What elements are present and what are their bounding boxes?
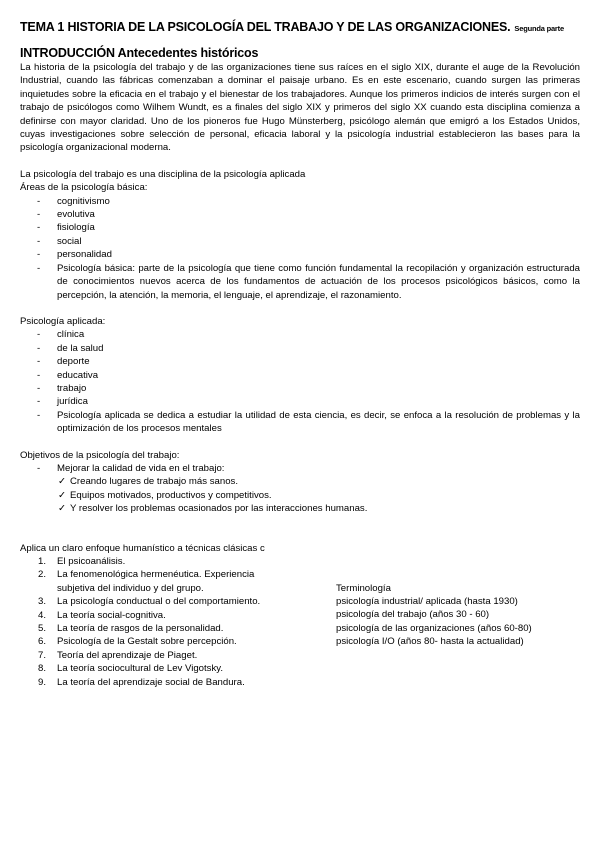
list-item: - cognitivismo [20, 195, 580, 208]
list-item: - clínica [20, 328, 580, 341]
list-item: 3. La psicología conductual o del comportamiento. [38, 596, 261, 608]
list-item: - Psicología aplicada se dedica a estudiar la utilidad de esta ciencia, es decir, se enfoca a la resolución de problemas y la optimización de los procesos mentales [20, 409, 580, 436]
humanistic-section [20, 542, 580, 689]
document-title [20, 20, 580, 34]
list-item: - deporte [20, 355, 580, 368]
check-icon: ✓ [58, 489, 67, 501]
list-item: 9. La teoría del aprendizaje social de Bandura. [38, 676, 245, 688]
checklist-item: ✓ Y resolver los problemas ocasionados por las interacciones humanas. [58, 503, 368, 515]
list-item: - de la salud [20, 342, 580, 355]
terminology-item: psicología I/O (años 80- hasta la actualidad) [336, 636, 524, 648]
list-item: 6. Psicología de la Gestalt sobre percepción. [38, 636, 237, 648]
list-item: - Mejorar la calidad de vida en el trabajo: [20, 462, 580, 475]
objectives-list [20, 462, 580, 475]
list-item: 5. La teoría de rasgos de la personalidad. [38, 623, 224, 635]
list-item: - Psicología básica: parte de la psicología que tiene como función fundamental la recopilación y organización estructurada de conocimientos nuevos acerca de los fundamentos de actuación de los procesos psicológicos básicos, como la percepción, la atención, la memoria, el lenguaje, el aprendizaje, el razonamiento. [20, 262, 580, 302]
basic-areas-label: Áreas de la psicología básica: [20, 182, 148, 194]
title-main: TEMA 1 HISTORIA DE LA PSICOLOGÍA DEL TRABAJO Y DE LAS ORGANIZACIONES. [20, 20, 511, 34]
terminology-block [336, 582, 532, 649]
intro-heading: INTRODUCCIÓN Antecedentes históricos [20, 46, 259, 60]
list-item: - evolutiva [20, 208, 580, 221]
list-item: 2. La fenomenológica hermenéutica. Experiencia subjetiva del individuo y del grupo. [38, 569, 255, 594]
applied-label: Psicología aplicada: [20, 315, 106, 327]
check-icon: ✓ [58, 503, 67, 515]
objectives-checklist [20, 475, 580, 515]
checklist-item: ✓ Equipos motivados, productivos y competitivos. [58, 489, 272, 501]
list-item: - social [20, 235, 580, 248]
checklist-item: ✓ Creando lugares de trabajo más sanos. [58, 476, 238, 488]
terminology-item: psicología de las organizaciones (años 60-80) [336, 622, 532, 634]
objectives-label: Objetivos de la psicología del trabajo: [20, 449, 180, 461]
terminology-item: psicología del trabajo (años 30 - 60) [336, 609, 490, 621]
humanistic-intro: Aplica un claro enfoque humanístico a técnicas clásicas c [20, 542, 265, 554]
document-page [20, 20, 580, 689]
list-item: 7. Teoría del aprendizaje de Piaget. [38, 649, 198, 661]
list-item: - fisiología [20, 221, 580, 234]
list-item: - trabajo [20, 382, 580, 395]
list-item: 8. La teoría sociocultural de Lev Vigotsky. [38, 663, 224, 675]
terminology-heading: Terminología [336, 582, 391, 594]
basic-areas-list [20, 195, 580, 302]
terminology-item: psicología industrial/ aplicada (hasta 1930) [336, 596, 518, 607]
title-subtitle: Segunda parte [514, 24, 564, 33]
check-icon: ✓ [58, 476, 67, 488]
humanistic-list [20, 555, 275, 689]
list-item: 1. El psicoanálisis. [38, 556, 126, 567]
list-item: 4. La teoría social-cognitiva. [38, 609, 166, 621]
applied-list [20, 328, 580, 435]
list-item: - personalidad [20, 248, 580, 261]
list-item: - educativa [20, 369, 580, 382]
intro-paragraph: La historia de la psicología del trabajo y de las organizaciones tiene sus raíces en el siglo XIX, durante el auge de la Revolución Industrial, cuando las fábricas comenzaban a dominar el paisaje urbano. Es en este escenario, cuando surgen las primeras inquietudes sobre la eficacia en el trabajo y el bienestar de los trabajadores. Aunque los primeros indicios de interés surgen con el trabajo de psicólogos como Wilhem Wundt, es a finales del siglo XIX y primeros del siglo XX cuando esta disciplina comienza a definirse con mayor claridad. Uno de los pioneros fue Hugo Münsterberg, psicólogo alemán que emigró a los Estados Unidos, cuyas investigaciones sobre selección de personal, eficacia laboral y la psicología industrial establecieron las bases para la psicología organizacional moderna. [20, 62, 580, 154]
list-item: - jurídica [20, 395, 580, 408]
basic-line-1: La psicología del trabajo es una disciplina de la psicología aplicada [20, 168, 306, 180]
